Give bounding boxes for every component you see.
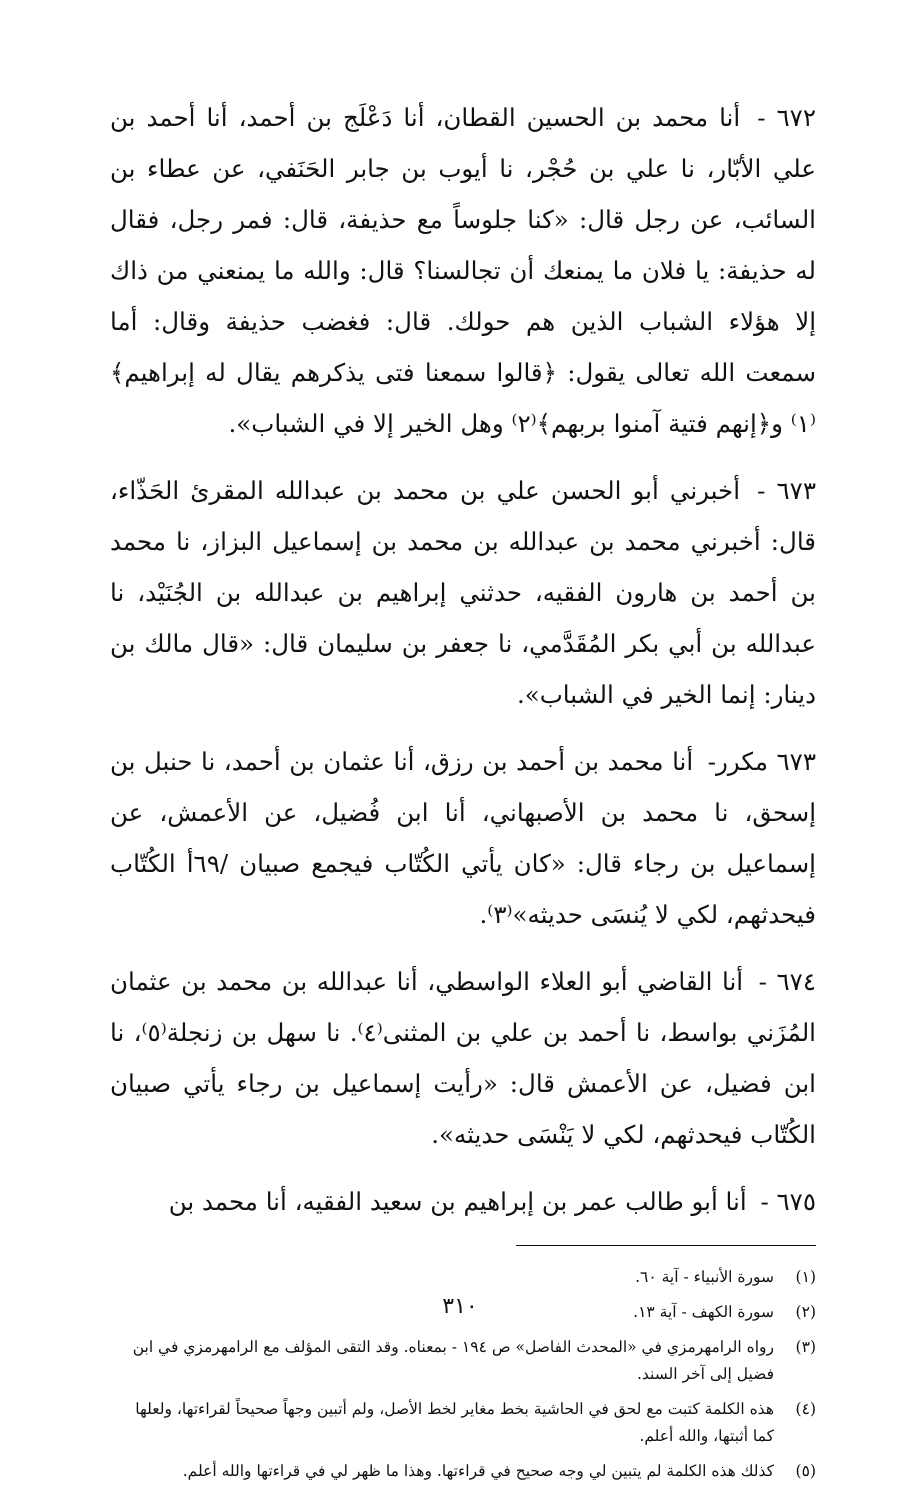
hadith-entry-673-repeat	[110, 736, 816, 940]
hadith-entry-674	[110, 956, 816, 1160]
footnote-text: هذه الكلمة كتبت مع لحق في الحاشية بخط مغاير لخط الأصل، ولم أتبين وجهاً صحيحاً لقراءتها، ولعلها كما أثبتها، والله أعلم.	[135, 1400, 774, 1445]
footnote-number: (٥)	[795, 1462, 816, 1480]
page-number: ٣١٠	[442, 1294, 478, 1319]
hadith-entry-672	[110, 92, 816, 449]
entry-text: أنا أبو طالب عمر بن إبراهيم بن سعيد الفقيه، أنا محمد بن	[168, 1187, 747, 1216]
main-text	[110, 92, 816, 1227]
entry-number: ٦٧٣ -	[757, 476, 816, 505]
footnote-number: (١)	[795, 1268, 816, 1286]
entry-number: ٦٧٥ -	[760, 1187, 816, 1216]
footnote-5	[110, 1458, 816, 1485]
footnote-text: رواه الرامهرمزي في «المحدث الفاصل» ص ١٩٤ - بمعناه. وقد التقى المؤلف مع الرامهرمزي في ابن فضيل إلى آخر السند.	[132, 1338, 774, 1383]
entry-text: أخبرني أبو الحسن علي بن محمد بن عبدالله المقرئ الحَذّاء، قال: أخبرني محمد بن عبدالله بن محمد بن إسماعيل البزاز، نا محمد بن أحمد بن هارون الفقيه، حدثني إبراهيم بن عبدالله بن الجُنَيْد، نا عبدالله بن أبي بكر المُقَدَّمي، نا جعفر بن سليمان قال: «قال مالك بن دينار: إنما الخير في الشباب».	[110, 476, 816, 709]
footnote-text: سورة الكهف - آية ١٣.	[633, 1303, 774, 1321]
footnote-number: (٤)	[795, 1400, 816, 1418]
footnote-separator	[516, 1245, 816, 1246]
footnote-1	[110, 1264, 816, 1291]
entry-number: ٦٧٤ -	[758, 967, 816, 996]
entry-number: ٦٧٢ -	[757, 103, 816, 132]
entry-text: أنا محمد بن أحمد بن رزق، أنا عثمان بن أحمد، نا حنبل بن إسحق، نا محمد بن الأصبهاني، أنا ابن فُضيل، عن الأعمش، عن إسماعيل بن رجاء قال: «كان يأتي الكُتّاب فيجمع صبيان /٦٩أ الكُتّاب فيحدثهم، لكي لا يُنسَى حديثه»⁽٣⁾.	[110, 747, 816, 929]
footnote-4	[110, 1396, 816, 1450]
hadith-entry-673	[110, 465, 816, 720]
footnote-text: كذلك هذه الكلمة لم يتبين لي وجه صحيح في قراءتها. وهذا ما ظهر لي في قراءتها والله أعلم.	[182, 1462, 774, 1480]
footnote-number: (٣)	[795, 1338, 816, 1356]
entry-number: ٦٧٣ مكرر-	[707, 747, 816, 776]
hadith-entry-675	[110, 1176, 816, 1227]
entry-text: أنا محمد بن الحسين القطان، أنا دَعْلَج بن أحمد، أنا أحمد بن علي الأبّار، نا علي بن حُجْر، نا أيوب بن جابر الحَنَفي، عن عطاء بن السائب، عن رجل قال: «كنا جلوساً مع حذيفة، قال: فمر رجل، فقال له حذيفة: يا فلان ما يمنعك أن تجالسنا؟ قال: والله ما يمنعني من ذاك إلا هؤلاء الشباب الذين هم حولك. قال: فغضب حذيفة وقال: أما سمعت الله تعالى يقول: ﴿قالوا سمعنا فتى يذكرهم يقال له إبراهيم﴾⁽١⁾ و﴿إنهم فتية آمنوا بربهم﴾⁽٢⁾ وهل الخير إلا في الشباب».	[110, 103, 816, 438]
footnote-3	[110, 1334, 816, 1388]
entry-text: أنا القاضي أبو العلاء الواسطي، أنا عبدالله بن محمد بن عثمان المُزَني بواسط، نا أحمد بن علي بن المثنى⁽٤⁾. نا سهل بن زنجلة⁽٥⁾، نا ابن فضيل، عن الأعمش قال: «رأيت إسماعيل بن رجاء يأتي صبيان الكُتّاب فيحدثهم، لكي لا يَنْسَى حديثه».	[110, 967, 816, 1149]
footnote-number: (٢)	[795, 1303, 816, 1321]
footnote-text: سورة الأنبياء - آية ٦٠.	[635, 1268, 774, 1286]
